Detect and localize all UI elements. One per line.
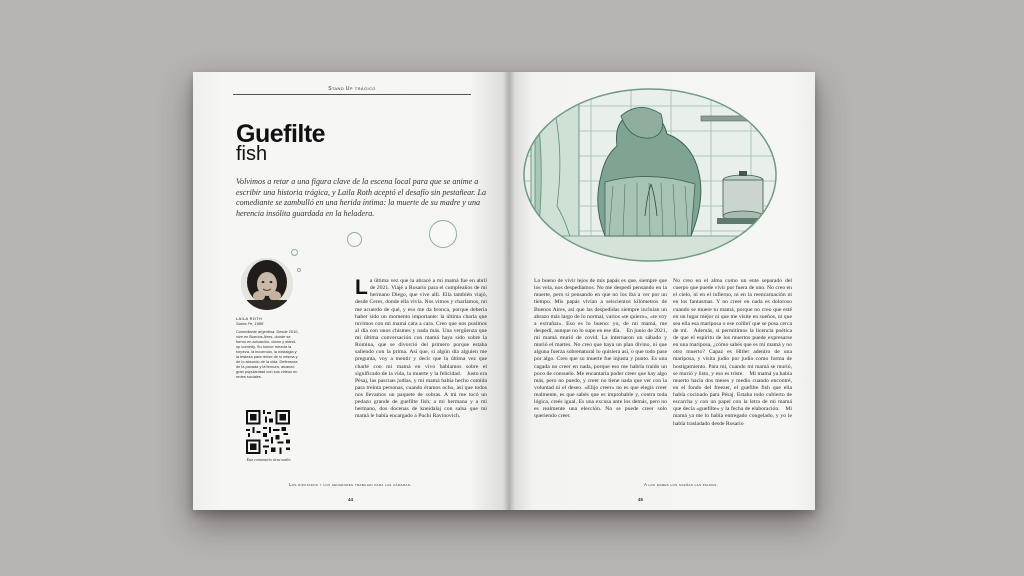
page-number: 44 [348,497,354,502]
page-footer: Los diputados y los senadores trabajan para las cámaras. [289,482,412,487]
author-bio: Comediante argentina. Desde 2010, vive en Buenos Aires, donde se formó en actuación, clown y stand-up comedy. Su humor mezcla la torpeza, la inocencia, la nostalgia y la tristeza para reírse de sí misma y de lo absurdo de la vida. Defensora de la pavada y la ternura, alcanzó gran popularidad con sus videos en redes sociales. [236,329,299,379]
bubble-decoration [347,232,362,247]
left-page [193,72,508,510]
bubble-decoration [297,268,301,272]
author-portrait [241,258,293,310]
page-footer: A los dames los sueñan las palmas. [644,482,718,487]
qr-caption: Este comentario tiene audio. [246,458,292,462]
drop-cap: L [355,276,368,299]
article-column-3: No creo en el alma como un ente separado del cuerpo que puede vivir por fuera de uno. No creo en el cielo, ni en el infierno, ni en la reencarnación ni en los fantasmas. Y no creer en nada es doloroso cuando se muere tu mamá, porque no creo que esté en un lugar mejor ni que me visite en sueños, ni que sea ella esa mariposa o ese colibrí que se posa cerca de mí. Además, si permitimos la licencia poética de que el espíritu de los muertos puede expresarse en una mariposa, ¿cómo sabés que es mi mamá y no otro muerto? Capaz es Hitler adentro de una mariposa, y visita judío por judío como forma de hostigamiento. Para mí, cuando mi mamá se murió, se murió y listo, y eso es triste. Mi mamá ya había muerto hacía dos meses y medio cuando encontré, en el fondo del freezer, el guefilte fish que ella había cocinado para Pésaj. Estaba todo cubierto de escarcha y con un papel con la letra de mi mamá que decía «guefilte» y la fecha de elaboración. Mi mamá ya me lo había entregado congelado, y yo le había trasladado desde Rosario [673,278,792,427]
article-deck: Volvimos a retar a una figura clave de la escena local para que se anime a escribir una historia trágica, y Laila Roth aceptó el desafío sin pestañear. La comediante se zambulló en una herida íntima: la muerte de su madre y una herencia insólita guardada en la heladera. [236,177,486,218]
right-page [508,72,815,510]
book-gutter [503,72,515,510]
running-head: Stand Up trágico [328,86,376,92]
author-name: LAILA ROTH [236,316,263,321]
column-1-text: a última vez que la abracé a mi mamá fue en abril de 2021. Viajé a Rosario para el cumpleaños de mi hermano Diego, que vive allí. Ella también viajó, desde Ceres, donde ella vivía. Nos vimos y charlamos, mi me acuerdo de qué, y eso me da bronca, porque debería haber sido un momento importante: la última charla que tuvimos con mi mamá cara a cara. Creo que nos pusimos al día con unos chismes y nada más. Una vergüenza que mi última conversación con mamá haya sido sobre la Romina, que se divorció del primero porque estaba saliendo con la prima. Así que, si algún día alguien me pregunta, voy a mentir y decir que la última vez que charlé con mi mamá en vivo hablamos sobre el significado de la vida, la muerte y la felicidad. Justo era Pésaj, las pascuas judías, y mi mamá había hecho comida para treinta personas, cuando éramos ocho, así que todos nos llevamos un paquete de sobras. A mi me tocó un pedazo grande de guefilte fish; a mi hermana y a mi hermano, dos docenas de kneidalaj con salsa que mi mamá le había encargado a Puchi Ravinovich. [355,278,487,420]
article-title: Guefilte [236,120,326,148]
bubble-decoration [429,220,457,248]
bubble-decoration [291,249,298,256]
running-head-rule [233,94,471,95]
qr-code[interactable] [246,410,290,454]
page-number: 45 [638,497,644,502]
author-origin: Santa Fe, 1988 [236,321,264,326]
magazine-spread [193,72,815,510]
article-column-2: Lo bueno de vivir lejos de mis papás es que, siempre que los veía, nos despedíamos. No me despedí pensando en la muerte, pero sí pensando en que no los iba a ver por un tiempo. Mis papás vivían a seiscientos kilómetros de Buenos Aires, así que las despedidas siempre incluían un abrazo más largo de lo normal, varios «te quiero», «te voy a extrañar». Eso es lo bueno: yo, de mi mamá, me despedí, aunque no lo supe en ese día. En junio de 2021, mi mamá murió de covid. La internaron un sábado y murió el martes. No creo que haya un plan divino, ni que alguna fuerza sobrenatural lo quisiera así, o que todo pase por algo. Creo que su muerte fue injusta y punto. Es una cagada no creer en nada, porque eso me habría traído un poco de consuelo. Me encantaría poder creer que hay algo más, pero no puedo, y creer no tiene nada que ver con la voluntad ni el deseo. «Elijo creer» no es que elegís creer realmente, es que sabés que es improbable y, contra toda lógica, creés igual. Es una excusa ante los demás, pero no es realmente una elección. No se puede creer solo queriendo creer. [534,278,667,420]
article-title-line2: fish [236,143,268,165]
kitchen-illustration [521,86,779,264]
article-column-1 [355,278,487,421]
